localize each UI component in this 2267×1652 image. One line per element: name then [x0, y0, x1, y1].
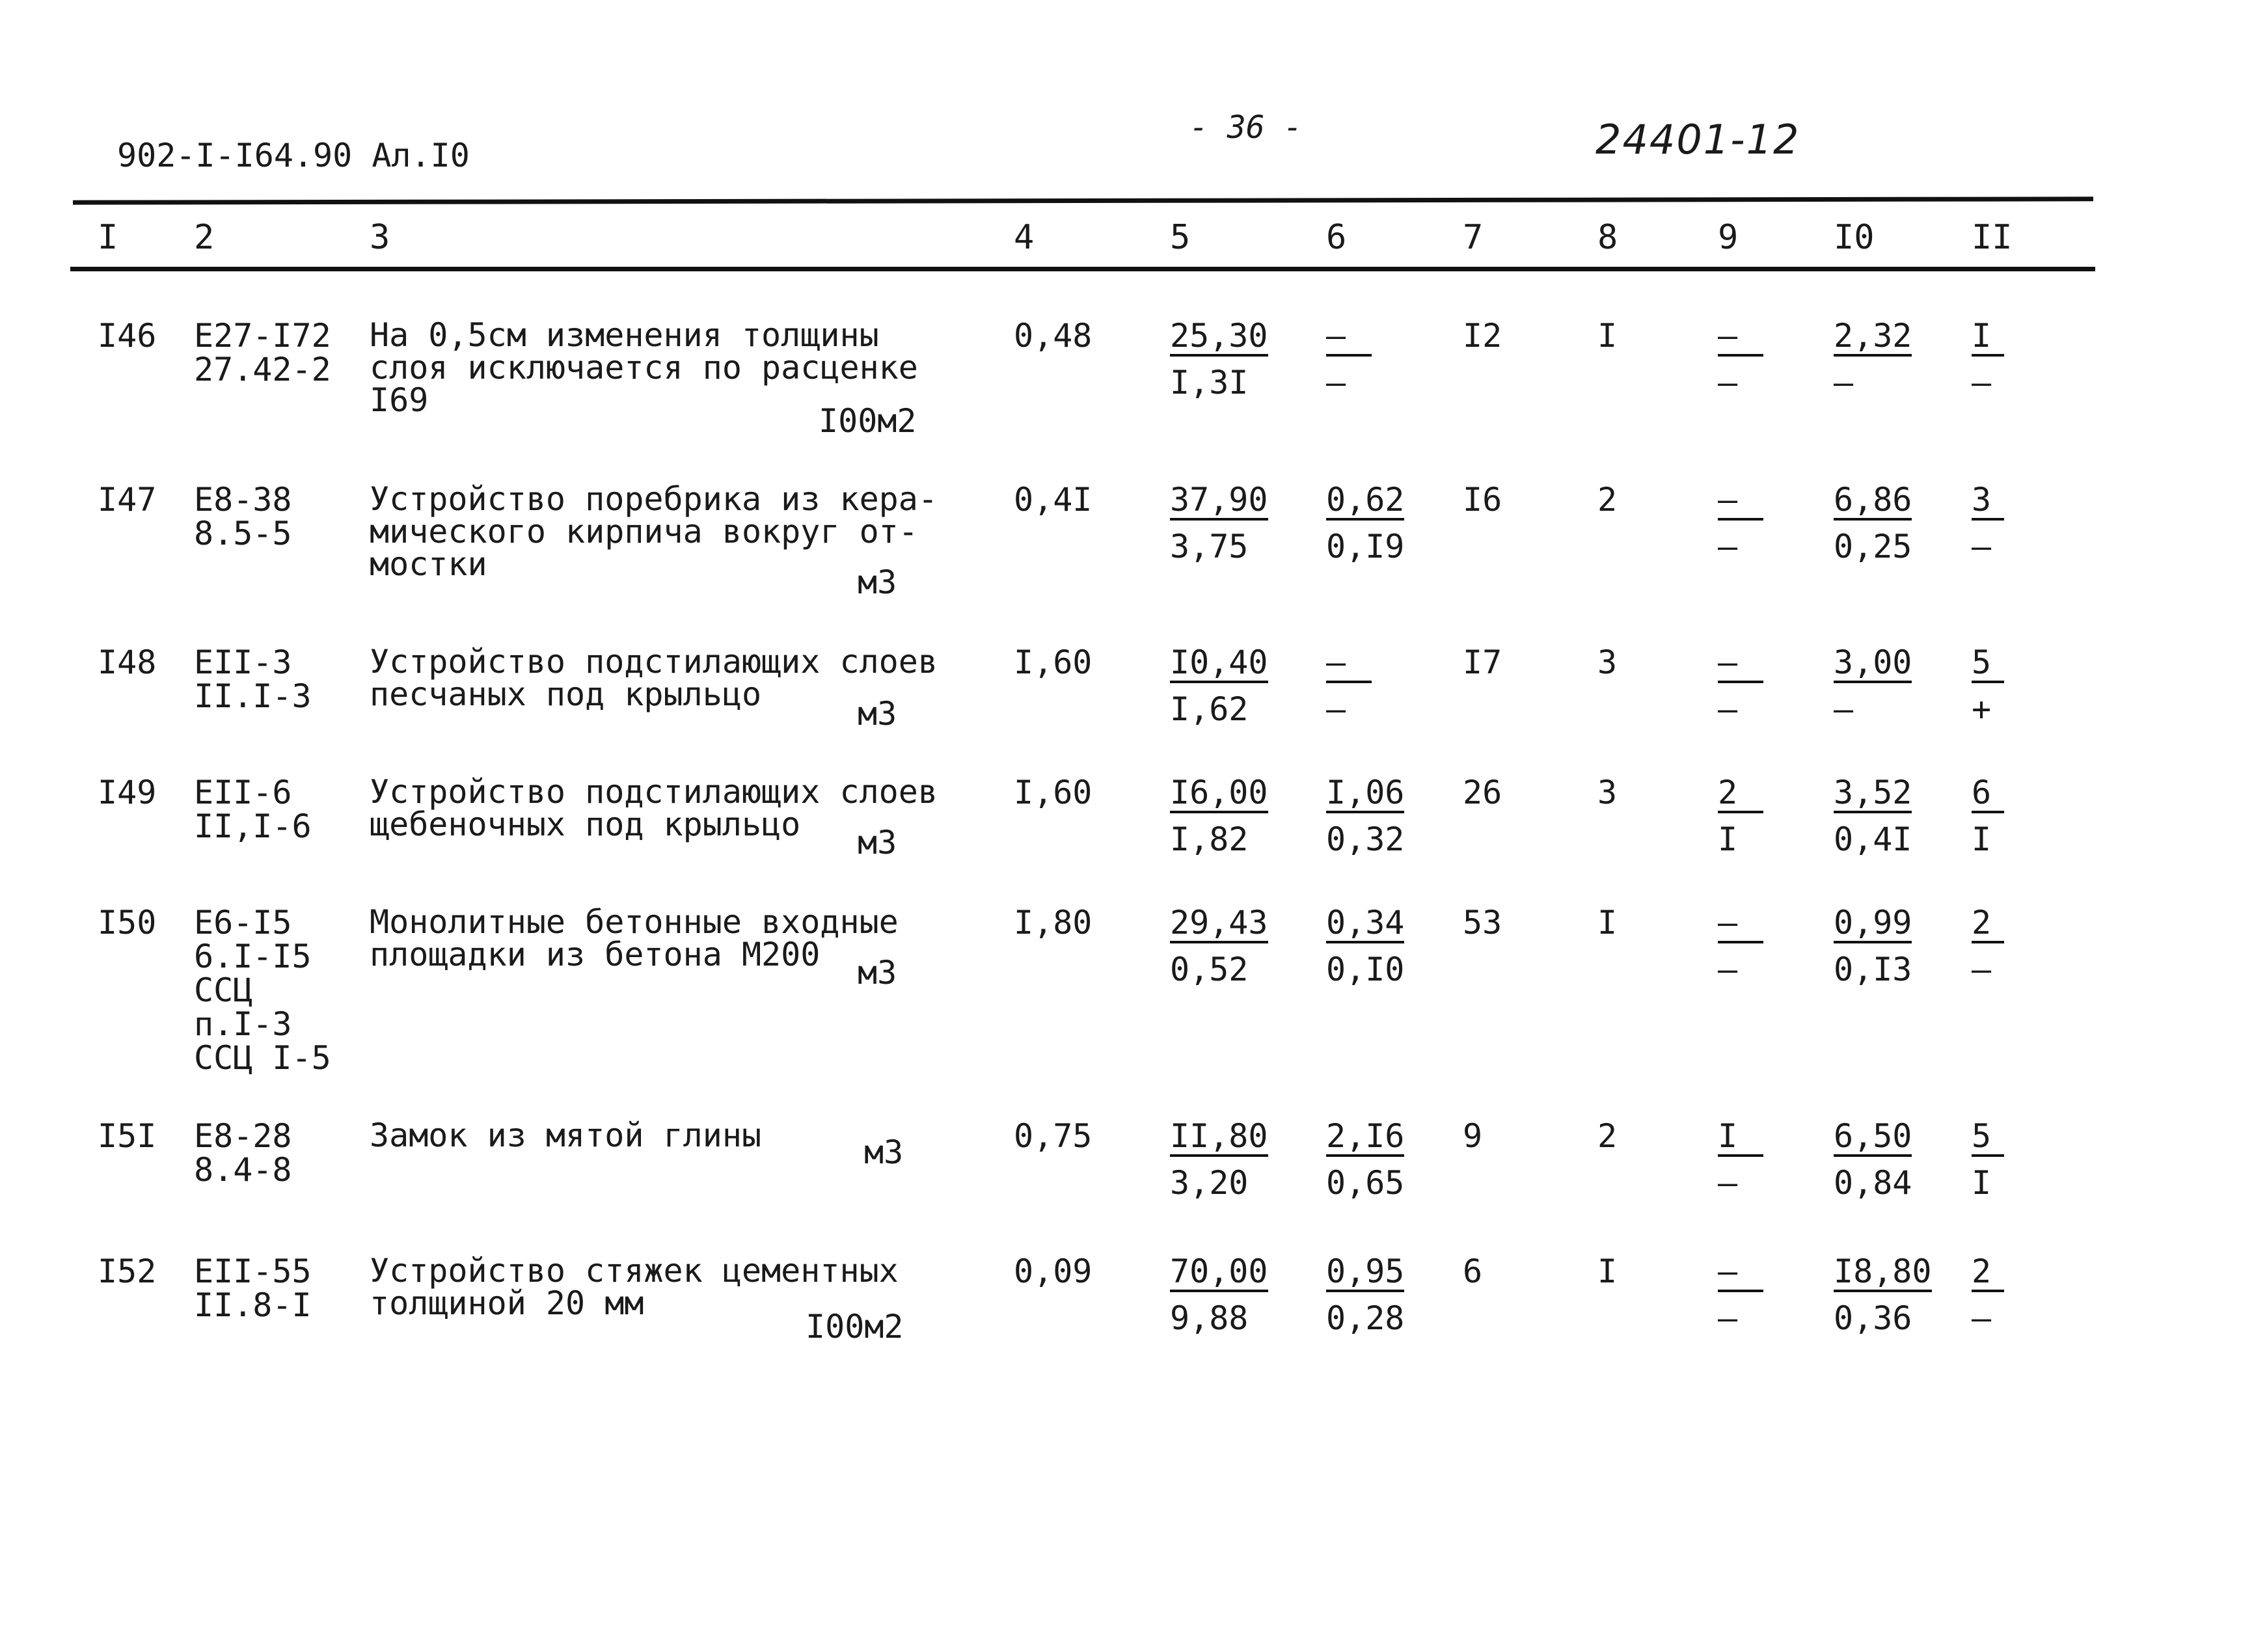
column-number: 3 [370, 218, 390, 257]
col10-bottom: 0,25 [1834, 528, 1912, 565]
col9-bottom: – [1718, 951, 1738, 988]
col11-bottom: – [1972, 1299, 1992, 1337]
measure-unit: I00м2 [819, 402, 917, 440]
quantity: I,80 [1014, 904, 1093, 941]
col5-top: 70,00 [1170, 1254, 1268, 1292]
rate-code-line: II.8-I [194, 1286, 312, 1324]
col8-value: I [1597, 317, 1618, 355]
col9-bottom: – [1718, 528, 1738, 565]
col5-value [1170, 1119, 1268, 1200]
rate-code-line: 27.42-2 [194, 351, 331, 388]
col10-top: 2,32 [1834, 319, 1912, 357]
quantity: 0,4I [1014, 481, 1093, 519]
row-number: I48 [98, 643, 157, 681]
col5-top: 25,30 [1170, 319, 1268, 357]
rate-code-line: Е8-38 [194, 481, 292, 519]
description-line: слоя исключается по расценке [370, 349, 918, 386]
col9-bottom: – [1718, 690, 1738, 728]
col10-value [1834, 645, 1912, 726]
description-line: щебеночных под крыльцо [370, 806, 801, 843]
col7-value: 53 [1463, 904, 1502, 941]
col9-value [1718, 483, 1763, 563]
col10-bottom: 0,36 [1834, 1299, 1912, 1337]
description-line: мического кирпича вокруг от- [370, 513, 918, 550]
column-number: 8 [1597, 218, 1618, 257]
col9-value [1718, 645, 1763, 726]
col11-bottom: I [1972, 820, 1992, 858]
col7-value: I2 [1463, 317, 1502, 355]
col9-top: – [1718, 483, 1763, 521]
col10-top: 6,50 [1834, 1119, 1912, 1157]
col9-value [1718, 776, 1763, 856]
col9-top: – [1718, 906, 1763, 943]
col11-value [1972, 645, 2004, 726]
col5-value [1170, 319, 1268, 399]
description-line: песчаных под крыльцо [370, 675, 762, 713]
col6-bottom: – [1326, 364, 1346, 401]
col5-value [1170, 483, 1268, 563]
rate-code [194, 319, 331, 386]
col6-value [1326, 1119, 1404, 1200]
col6-value [1326, 483, 1404, 563]
col11-bottom: + [1972, 690, 1992, 728]
description-line: Устройство стяжек цементных [370, 1252, 899, 1290]
col9-bottom: – [1718, 364, 1738, 401]
col10-value [1834, 776, 1912, 856]
rate-code-line: ЕII-55 [194, 1253, 312, 1290]
col8-value: I [1597, 904, 1618, 941]
col6-bottom: 0,28 [1326, 1299, 1405, 1337]
col9-value [1718, 1254, 1763, 1335]
col9-bottom: – [1718, 1164, 1738, 1202]
rate-code-line: п.I-3 [194, 1005, 292, 1043]
col5-value [1170, 776, 1268, 856]
rate-code [194, 1119, 292, 1187]
description-line: На 0,5см изменения толщины [370, 316, 879, 354]
measure-unit: I00м2 [806, 1308, 904, 1346]
col9-value [1718, 1119, 1763, 1200]
rate-code-line: ЕII-3 [194, 643, 292, 681]
quantity: 0,09 [1014, 1253, 1093, 1290]
col8-value: 2 [1597, 481, 1618, 519]
col10-value [1834, 1254, 1932, 1335]
col6-top: 0,34 [1326, 906, 1404, 943]
col6-value [1326, 776, 1404, 856]
col5-bottom: I,3I [1170, 364, 1249, 401]
col11-value [1972, 483, 2004, 563]
col11-top: 2 [1972, 906, 2004, 943]
col11-top: 2 [1972, 1254, 2004, 1292]
col5-value [1170, 1254, 1268, 1335]
work-description [370, 645, 938, 711]
rate-code-line: Е6-I5 [194, 904, 292, 941]
col8-value: 3 [1597, 643, 1618, 681]
col11-value [1972, 1119, 2004, 1200]
row-number: I49 [98, 774, 157, 811]
rate-code-line: Е8-28 [194, 1117, 292, 1155]
col11-value [1972, 1254, 2004, 1335]
col10-value [1834, 1119, 1912, 1200]
col5-value [1170, 906, 1268, 986]
col6-top: – [1326, 645, 1372, 683]
col11-bottom: – [1972, 364, 1992, 401]
col9-value [1718, 319, 1763, 399]
col10-bottom: – [1834, 690, 1854, 728]
col11-bottom: – [1972, 528, 1992, 565]
col5-bottom: 3,20 [1170, 1164, 1249, 1202]
col7-value: I7 [1463, 643, 1502, 681]
col5-bottom: 3,75 [1170, 528, 1249, 565]
col6-value [1326, 906, 1404, 986]
description-line: толщиной 20 мм [370, 1284, 644, 1322]
rate-code-line: ЕII-6 [194, 774, 292, 811]
col9-bottom: I [1718, 820, 1738, 858]
row-number: I50 [98, 904, 157, 941]
col6-bottom: – [1326, 690, 1346, 728]
col7-value: 6 [1463, 1253, 1483, 1290]
col5-top: I6,00 [1170, 776, 1268, 813]
col6-top: 0,62 [1326, 483, 1404, 521]
description-line: Устройство подстилающих слоев [370, 643, 938, 681]
col9-top: – [1718, 1254, 1763, 1292]
col11-top: I [1972, 319, 2004, 357]
rate-code-line: 6.I-I5 [194, 938, 312, 975]
rate-code [194, 483, 292, 550]
col9-top: – [1718, 319, 1763, 357]
col10-bottom: – [1834, 364, 1854, 401]
col6-value [1326, 319, 1372, 399]
col6-bottom: 0,32 [1326, 820, 1405, 858]
col10-top: 0,99 [1834, 906, 1912, 943]
col6-bottom: 0,65 [1326, 1164, 1405, 1202]
col8-value: 3 [1597, 774, 1618, 811]
col9-top: – [1718, 645, 1763, 683]
col10-bottom: 0,4I [1834, 820, 1912, 858]
description-line: Устройство подстилающих слоев [370, 773, 938, 811]
rate-code-line: ССЦ I-5 [194, 1039, 331, 1077]
column-number: 7 [1463, 218, 1484, 257]
col5-bottom: 0,52 [1170, 951, 1249, 988]
col10-bottom: 0,I3 [1834, 951, 1912, 988]
rate-code [194, 906, 331, 1075]
col5-bottom: I,82 [1170, 820, 1249, 858]
col7-value: 26 [1463, 774, 1502, 811]
col10-bottom: 0,84 [1834, 1164, 1912, 1202]
page-number: - 36 - [1189, 109, 1303, 146]
rate-code-line: II,I-6 [194, 807, 312, 845]
col7-value: 9 [1463, 1117, 1483, 1155]
rate-code [194, 645, 312, 713]
description-line: Устройство поребрика из кера- [370, 480, 938, 518]
column-number: I [98, 218, 118, 257]
measure-unit: м3 [858, 954, 897, 992]
col5-top: I0,40 [1170, 645, 1268, 683]
row-number: I52 [98, 1253, 157, 1290]
document-code: 902-I-I64.90 Ал.I0 [117, 137, 470, 174]
description-line: I69 [370, 381, 429, 419]
rate-code-line: ССЦ [194, 971, 253, 1009]
measure-unit: м3 [858, 563, 897, 601]
col5-top: 29,43 [1170, 906, 1268, 943]
col6-value [1326, 645, 1372, 726]
col5-bottom: 9,88 [1170, 1299, 1249, 1337]
quantity: 0,48 [1014, 317, 1093, 355]
col9-top: I [1718, 1119, 1763, 1157]
col10-top: 3,52 [1834, 776, 1912, 813]
col5-value [1170, 645, 1268, 726]
col11-value [1972, 906, 2004, 986]
column-number: 9 [1718, 218, 1739, 257]
col9-top: 2 [1718, 776, 1763, 813]
description-line: Замок из мятой глины [370, 1117, 762, 1154]
col8-value: 2 [1597, 1117, 1618, 1155]
measure-unit: м3 [858, 824, 897, 861]
col11-top: 5 [1972, 645, 2004, 683]
col6-value [1326, 1254, 1404, 1335]
column-number: II [1972, 218, 2013, 257]
col10-top: 3,00 [1834, 645, 1912, 683]
rate-code [194, 1254, 312, 1322]
col9-bottom: – [1718, 1299, 1738, 1337]
header-rule [70, 267, 2095, 271]
sheet-code: 24401-12 [1595, 116, 1800, 163]
description-line: Монолитные бетонные входные [370, 903, 899, 941]
quantity: 0,75 [1014, 1117, 1093, 1155]
col11-top: 3 [1972, 483, 2004, 521]
col6-top: – [1326, 319, 1372, 357]
row-number: I46 [98, 317, 157, 355]
col11-bottom: I [1972, 1164, 1992, 1202]
top-rule [73, 196, 2093, 204]
col10-top: 6,86 [1834, 483, 1912, 521]
col10-value [1834, 483, 1912, 563]
col5-top: II,80 [1170, 1119, 1268, 1157]
col5-top: 37,90 [1170, 483, 1268, 521]
col6-bottom: 0,I9 [1326, 528, 1405, 565]
col7-value: I6 [1463, 481, 1502, 519]
col11-value [1972, 319, 2004, 399]
col8-value: I [1597, 1253, 1618, 1290]
rate-code-line: Е27-I72 [194, 317, 331, 355]
col9-value [1718, 906, 1763, 986]
row-number: I47 [98, 481, 157, 519]
quantity: I,60 [1014, 774, 1093, 811]
col6-top: 2,I6 [1326, 1119, 1404, 1157]
col6-top: 0,95 [1326, 1254, 1404, 1292]
column-number: 4 [1014, 218, 1035, 257]
rate-code-line: 8.4-8 [194, 1151, 292, 1189]
col6-top: I,06 [1326, 776, 1404, 813]
measure-unit: м3 [864, 1133, 904, 1171]
col11-value [1972, 776, 2004, 856]
col10-value [1834, 319, 1912, 399]
col11-top: 6 [1972, 776, 2004, 813]
rate-code-line: 8.5-5 [194, 515, 292, 552]
column-number: I0 [1834, 218, 1875, 257]
col6-bottom: 0,I0 [1326, 951, 1405, 988]
row-number: I5I [98, 1117, 157, 1155]
col11-top: 5 [1972, 1119, 2004, 1157]
work-description [370, 1119, 761, 1152]
description-line: мостки [370, 545, 487, 583]
measure-unit: м3 [858, 695, 897, 733]
quantity: I,60 [1014, 643, 1093, 681]
rate-code-line: II.I-3 [194, 677, 312, 715]
column-number: 5 [1170, 218, 1191, 257]
col11-bottom: – [1972, 951, 1992, 988]
col10-value [1834, 906, 1912, 986]
col10-top: I8,80 [1834, 1254, 1932, 1292]
column-number: 2 [194, 218, 215, 257]
description-line: площадки из бетона М200 [370, 936, 821, 973]
col5-bottom: I,62 [1170, 690, 1249, 728]
rate-code [194, 776, 312, 843]
column-number: 6 [1326, 218, 1347, 257]
